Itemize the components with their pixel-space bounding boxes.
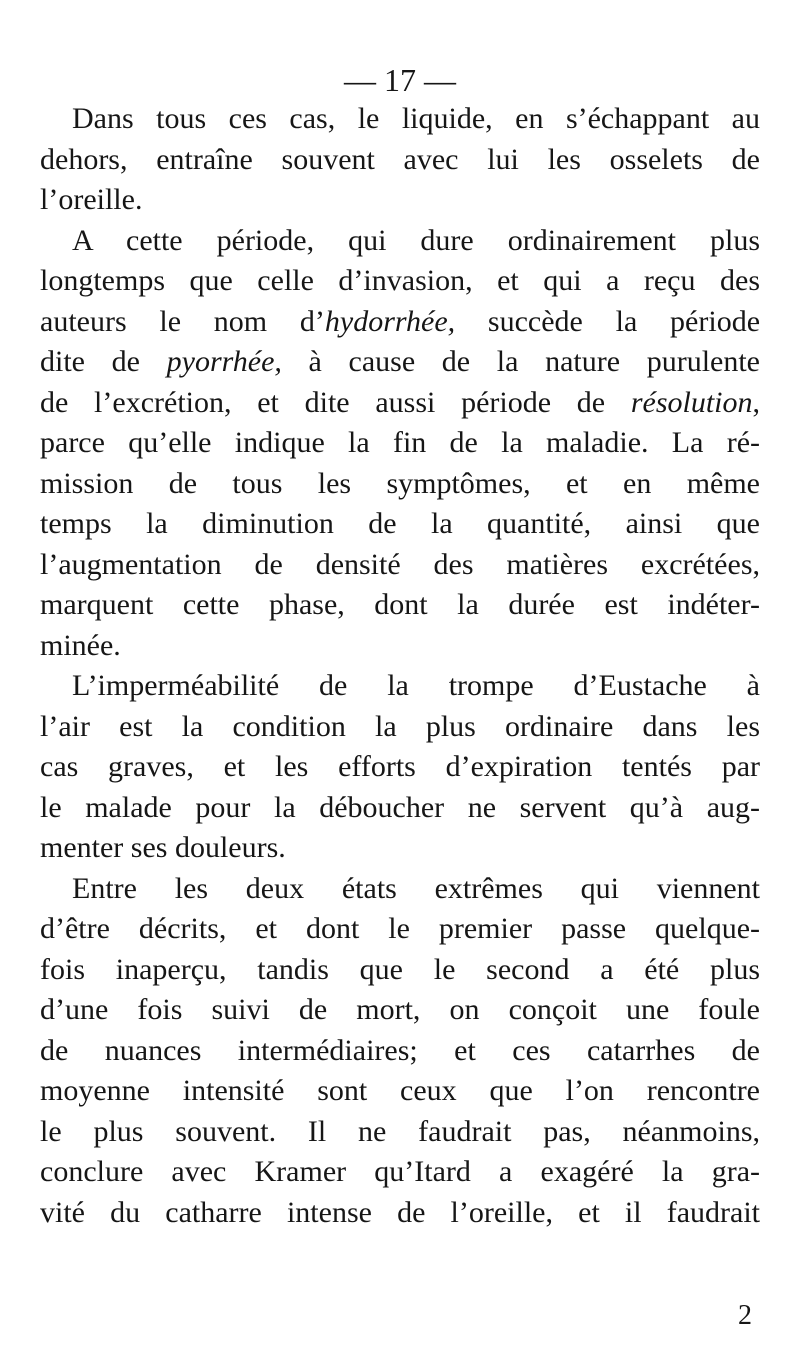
text-line: d’être décrits, et dont le premier passe quelque-: [40, 912, 760, 945]
text-line: cas graves, et les efforts d’expiration tentés par: [40, 750, 760, 783]
page-number: — 17 —: [344, 62, 456, 98]
body-text: [40, 99, 760, 1233]
italic-term: résolution: [630, 385, 753, 419]
text-line: L’imperméabilité de la trompe d’Eustache à: [72, 669, 760, 702]
text-line: auteurs le nom d’hydorrhée, succède la période: [40, 304, 761, 338]
text-line: moyenne intensité sont ceux que l’on rencontre: [40, 1074, 760, 1107]
text-line: A cette période, qui dure ordinairement plus: [72, 223, 760, 257]
text-line: fois inaperçu, tandis que le second a été plus: [40, 952, 760, 986]
text-line: minée.: [40, 628, 121, 662]
text-line: l’oreille.: [40, 183, 143, 216]
italic-term: hydorrhée,: [324, 304, 456, 338]
text-line: le malade pour la déboucher ne servent qu’à aug-: [40, 790, 760, 824]
text-line: menter ses douleurs.: [40, 831, 286, 864]
text-line: mission de tous les symptômes, et en même: [40, 466, 760, 500]
signature-mark: 2: [738, 1300, 752, 1331]
text-line: temps la diminution de la quantité, ainsi que: [40, 507, 760, 540]
text-line: d’une fois suivi de mort, on conçoit une foule: [40, 993, 760, 1026]
text-line: l’air est la condition la plus ordinaire dans les: [40, 709, 760, 743]
text-line: Dans tous ces cas, le liquide, en s’échappant au: [72, 102, 760, 135]
text-line: conclure avec Kramer qu’Itard a exagéré la gra-: [40, 1155, 760, 1188]
text-line: marquent cette phase, dont la durée est indéter-: [40, 588, 760, 621]
text-line: vité du catharre intense de l’oreille, et il faudrait: [40, 1195, 760, 1229]
text-line: de l’excrétion, et dite aussi période de résolution,: [40, 385, 760, 419]
text-line: dite de pyorrhée, à cause de la nature purulente: [40, 345, 760, 378]
text-line: longtemps que celle d’invasion, et qui a reçu des: [40, 264, 760, 297]
italic-term: pyorrhée,: [166, 345, 282, 378]
text-line: dehors, entraîne souvent avec lui les osselets de: [40, 142, 760, 176]
text-line: le plus souvent. Il ne faudrait pas, néanmoins,: [40, 1114, 760, 1148]
text-line: Entre les deux états extrêmes qui viennent: [72, 871, 760, 905]
text-line: parce qu’elle indique la fin de la maladie. La ré-: [40, 426, 760, 459]
text-line: l’augmentation de densité des matières excrétées,: [40, 547, 760, 581]
text-line: de nuances intermédiaires; et ces catarrhes de: [40, 1033, 760, 1067]
